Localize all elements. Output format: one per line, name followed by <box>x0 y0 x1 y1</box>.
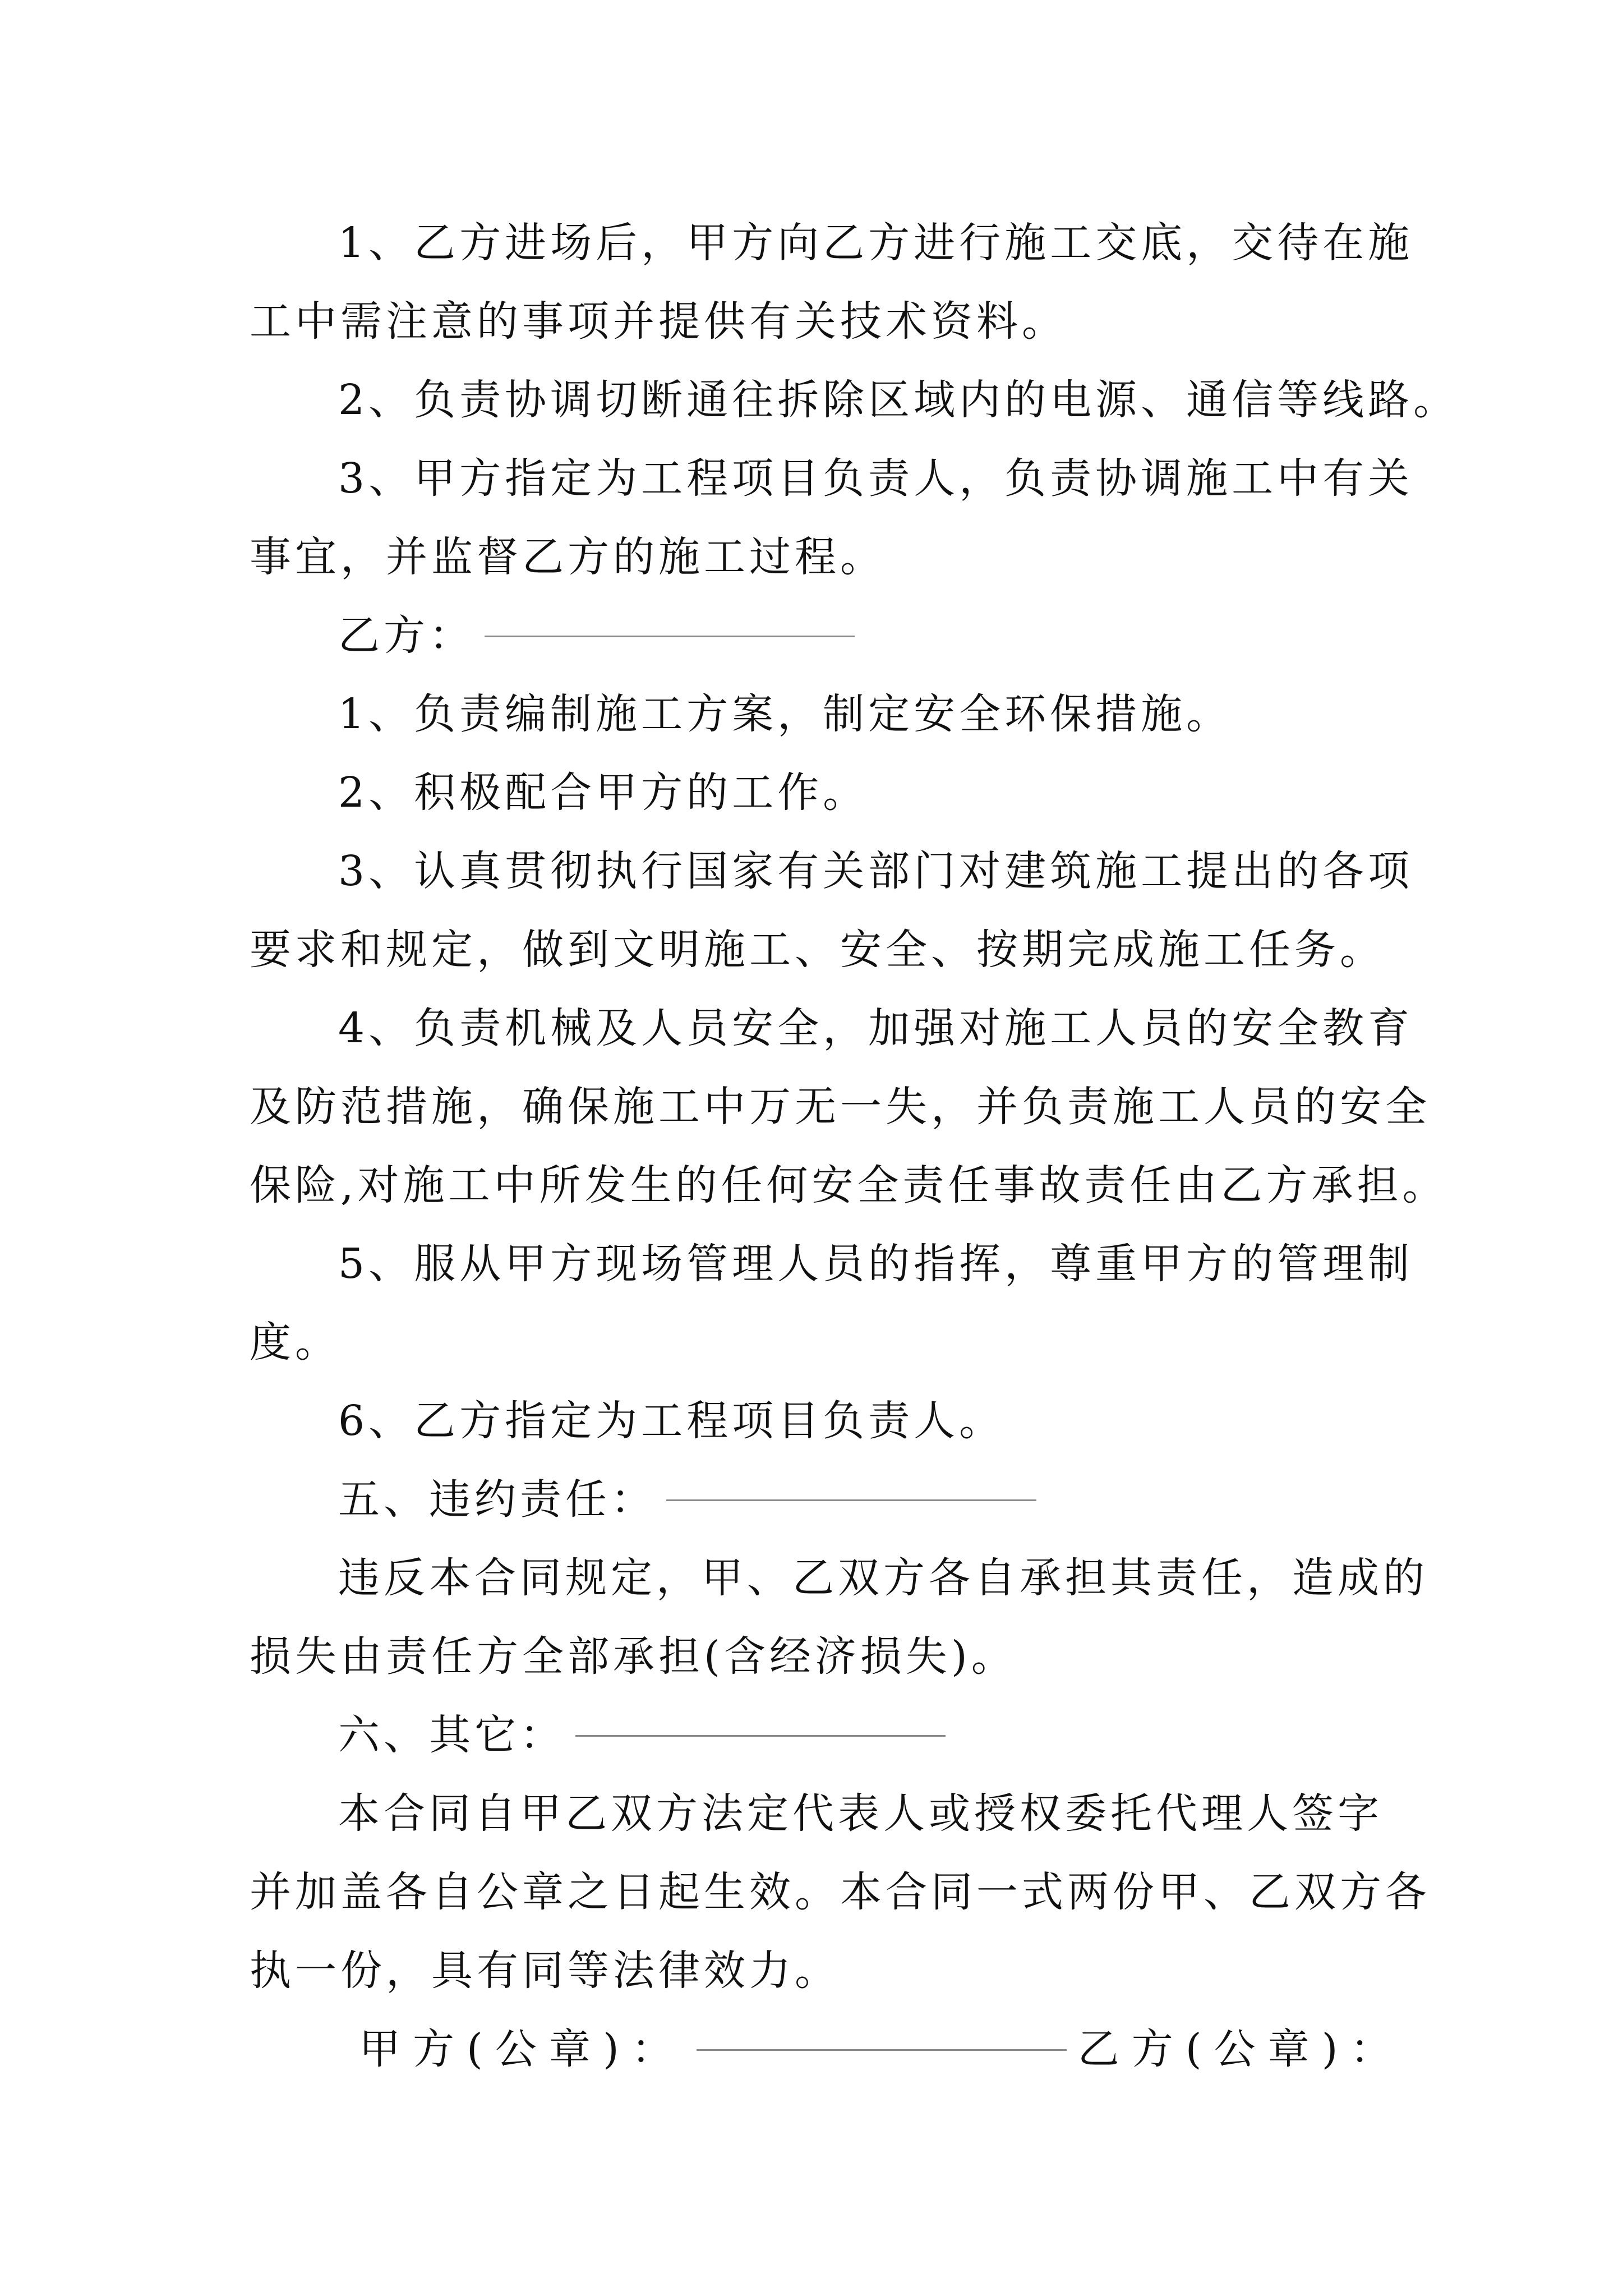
paragraph-line: 3、甲方指定为工程项目负责人，负责协调施工中有关 <box>338 454 1414 503</box>
paragraph-line: 6、乙方指定为工程项目负责人。 <box>338 1397 1005 1445</box>
fill-in-blank <box>697 2010 1067 2051</box>
paragraph-line: 2、积极配合甲方的工作。 <box>338 769 869 817</box>
fill-in-blank <box>575 1696 946 1737</box>
paragraph-line: 并加盖各自公章之日起生效。本合同一式两份甲、乙双方各 <box>250 1868 1431 1916</box>
party-b-seal-label: 乙方(公章)： <box>1077 2025 1404 2073</box>
fill-in-blank <box>666 1460 1036 1501</box>
signature-line <box>359 2010 1481 2088</box>
paragraph-line: 及防范措施，确保施工中万无一失，并负责施工人员的安全 <box>250 1083 1431 1131</box>
paragraph-line: 工中需注意的事项并提供有关技术资料。 <box>250 297 1067 346</box>
paragraph-line: 要求和规定，做到文明施工、安全、按期完成施工任务。 <box>250 926 1385 974</box>
section-heading-liability: 五、违约责任： <box>338 1460 1404 1539</box>
paragraph-line: 1、乙方进场后，甲方向乙方进行施工交底，交待在施 <box>338 219 1414 267</box>
paragraph-line: 3、认真贯彻执行国家有关部门对建筑施工提出的各项 <box>338 847 1414 895</box>
paragraph-line: 事宜，并监督乙方的施工过程。 <box>250 533 886 581</box>
paragraph-line: 本合同自甲乙双方法定代表人或授权委托代理人签字 <box>338 1789 1383 1838</box>
paragraph-line: 1、负责编制施工方案，制定安全环保措施。 <box>338 690 1232 738</box>
party-b-heading: 乙方： <box>338 596 1404 675</box>
party-a-seal-label: 甲方(公章)： <box>359 2025 685 2073</box>
paragraph-line: 4、负责机械及人员安全，加强对施工人员的安全教育 <box>338 1004 1414 1052</box>
paragraph-line: 保险,对施工中所发生的任何安全责任事故责任由乙方承担。 <box>250 1161 1448 1209</box>
fill-in-blank <box>485 596 855 637</box>
paragraph-line: 执一份，具有同等法律效力。 <box>250 1947 840 1995</box>
paragraph-line: 5、服从甲方现场管理人员的指挥，尊重甲方的管理制 <box>338 1240 1414 1288</box>
paragraph-line: 损失由责任方全部承担(含经济损失)。 <box>250 1632 1017 1681</box>
paragraph-line: 违反本合同规定，甲、乙双方各自承担其责任，造成的 <box>338 1554 1428 1602</box>
paragraph-line: 度。 <box>250 1318 340 1366</box>
section-heading-other: 六、其它： <box>338 1696 1404 1774</box>
paragraph-line: 2、负责协调切断通往拆除区域内的电源、通信等线路。 <box>338 376 1459 424</box>
